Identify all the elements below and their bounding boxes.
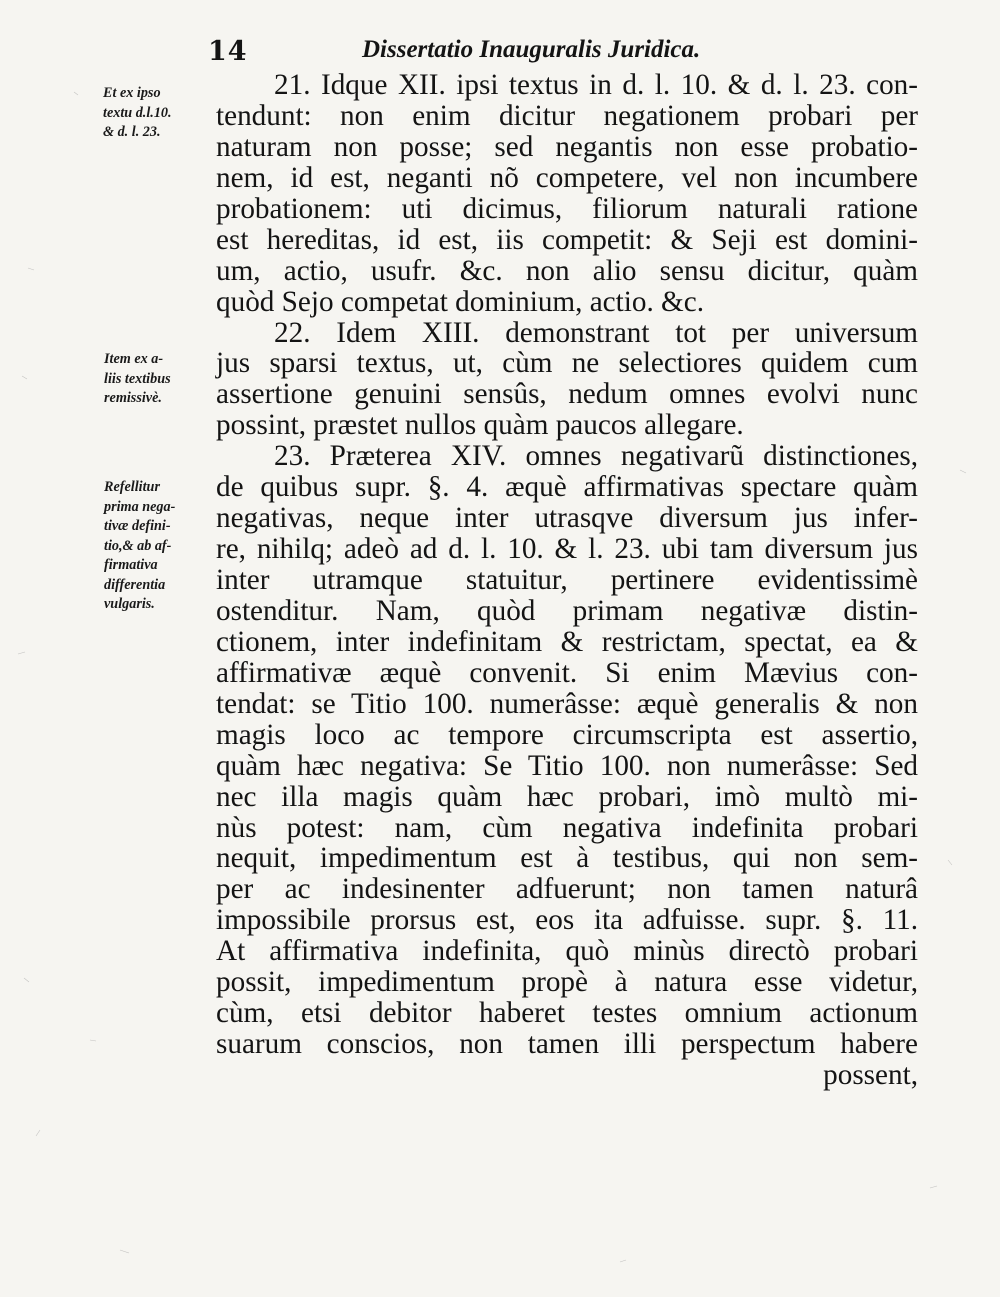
marginal-note-line: Et ex ipso: [103, 85, 161, 101]
marginal-note-line: remissivè.: [104, 390, 162, 406]
text-line: nec illa magis quàm hæc probari, imò multò mi-: [216, 780, 918, 813]
page-header: [0, 30, 1000, 74]
text-line: quàm hæc negativa: Se Titio 100. non numerâsse: Sed: [216, 749, 918, 782]
marginal-note-line: & d. l. 23.: [103, 124, 161, 140]
text-line: 23. Præterea XIV. omnes negativarũ distinctiones,: [274, 440, 918, 473]
text-line: probationem: uti dicimus, filiorum naturali ratione: [216, 192, 918, 225]
text-line: affirmativæ æquè convenit. Si enim Mævius con-: [216, 656, 918, 689]
marginal-note-line: differentia: [104, 576, 166, 593]
text-line: possint, præstet nullos quàm paucos allegare.: [216, 409, 744, 442]
catchword: possent,: [823, 1059, 918, 1091]
marginal-note-line: prima nega-: [104, 498, 176, 515]
marginal-note-line: textu d.l.10.: [103, 104, 172, 121]
text-line: inter utramque statuitur, pertinere evidentissimè: [216, 564, 918, 596]
text-line: ctionem, inter indefinitam & restrictam, spectat, ea &: [216, 625, 918, 658]
text-line: cùm, etsi debitor haberet testes omnium actionum: [216, 997, 918, 1030]
text-line: possit, impedimentum propè à natura esse videtur,: [216, 966, 918, 999]
text-line: de quibus supr. §. 4. æquè affirmativas spectare quàm: [216, 471, 918, 504]
text-line: 22. Idem XIII. demonstrant tot per universum: [274, 316, 918, 349]
text-line: ostenditur. Nam, quòd primam negativæ distin-: [216, 594, 918, 627]
text-line: impossibile prorsus est, eos ita adfuisse. supr. §. 11.: [216, 904, 918, 937]
text-line: At affirmativa indefinita, quò minùs directò probari: [216, 935, 918, 968]
text-line: tendat: se Titio 100. numerâsse: æquè generalis & non: [216, 687, 918, 720]
marginal-note-line: Item ex a-: [104, 351, 164, 367]
marginal-note-line: Refellitur: [104, 479, 160, 495]
marginal-note-line: vulgaris.: [104, 596, 155, 612]
text-line: nem, id est, neganti nõ competere, vel non incumbere: [216, 161, 918, 194]
text-line: magis loco ac tempore circumscripta est assertio,: [216, 718, 918, 751]
running-title: Dissertatio Inauguralis Juridica.: [362, 36, 701, 63]
text-line: negativas, neque inter utrasqve diversum jus infer-: [216, 502, 918, 535]
marginal-note-2: [104, 350, 212, 409]
marginal-note-3: [104, 478, 212, 615]
text-line: est hereditas, id est, iis competit: & Seji est domini-: [216, 223, 918, 256]
marginal-note-line: tio,& ab af-: [104, 537, 172, 554]
text-line: um, actio, usufr. &c. non alio sensu dicitur, quàm: [216, 254, 918, 287]
text-line: jus sparsi textus, ut, cùm ne selectiores quidem cum: [216, 347, 918, 380]
marginal-note-line: tivæ defini-: [104, 518, 171, 534]
text-line: naturam non posse; sed negantis non esse probatio-: [216, 130, 918, 163]
text-line: quòd Sejo competat dominium, actio. &c.: [216, 285, 704, 318]
text-line: nùs potest: nam, cùm negativa indefinita probari: [216, 811, 918, 844]
text-line: per ac indesinenter adfuerunt; non tamen naturâ: [216, 873, 918, 906]
text-line: 21. Idque XII. ipsi textus in d. l. 10. & d. l. 23. con-: [274, 69, 918, 101]
text-line: nequit, impedimentum est à testibus, qui non sem-: [216, 842, 918, 875]
page-number: 14: [208, 36, 248, 67]
text-line: assertione genuini sensûs, nedum omnes evolvi nunc: [216, 378, 918, 411]
marginal-note-1: [103, 84, 211, 143]
body-text: [216, 70, 918, 1091]
marginal-note-line: firmativa: [104, 557, 158, 573]
marginal-note-line: liis textibus: [104, 370, 171, 387]
text-line: tendunt: non enim dicitur negationem probari per: [216, 99, 918, 132]
text-line: re, nihilq; adeò ad d. l. 10. & l. 23. ubi tam diversum jus: [216, 533, 918, 566]
text-line: suarum conscios, non tamen illi perspectum habere: [216, 1028, 918, 1061]
